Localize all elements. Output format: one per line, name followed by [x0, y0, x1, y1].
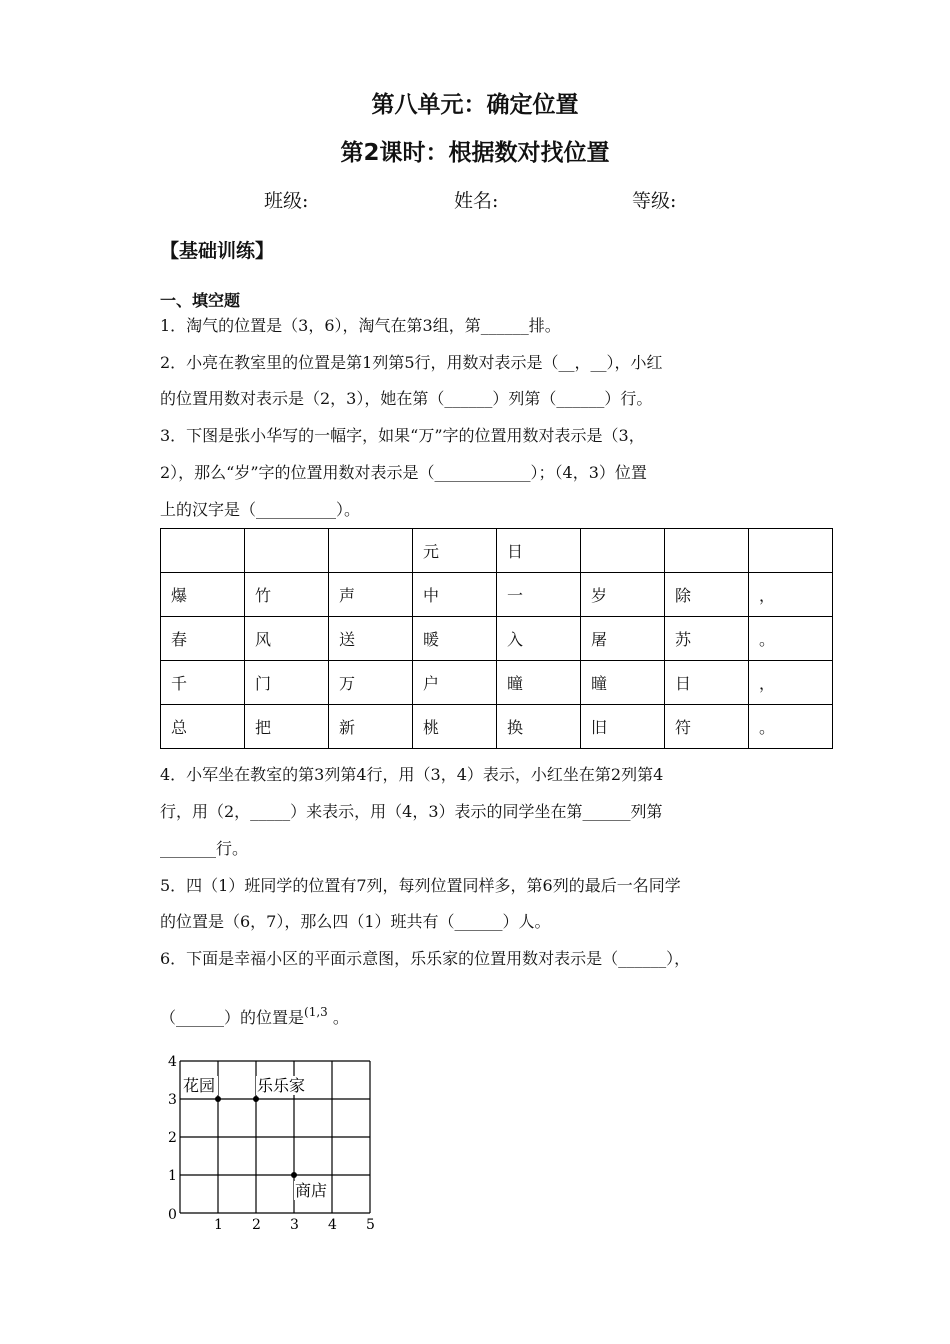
- place-point: [291, 1172, 297, 1178]
- table-cell: [245, 529, 329, 573]
- table-cell: 元: [413, 529, 497, 573]
- grade-label: 等级:: [632, 190, 677, 212]
- name-label: 姓名:: [454, 190, 499, 212]
- question-3-line-1: 3．下图是张小华写的一幅字，如果“万”字的位置用数对表示是（3，: [160, 426, 645, 445]
- poem-table: [160, 528, 833, 749]
- x-tick-label: 0: [168, 1207, 177, 1223]
- question-6-prefix: （______）的位置是: [160, 1008, 305, 1027]
- table-cell: 旧: [581, 705, 665, 749]
- table-cell: 新: [329, 705, 413, 749]
- question-6-suffix: 。: [332, 1008, 349, 1027]
- table-cell: 声: [329, 573, 413, 617]
- section-title: 【基础训练】: [160, 240, 275, 262]
- question-4-line-3: _______行。: [160, 839, 249, 858]
- page-title: 第八单元：确定位置: [371, 92, 579, 118]
- question-5-line-1: 5．四（1）班同学的位置有7列，每列位置同样多，第6列的最后一名同学: [160, 876, 681, 895]
- question-5-line-2: 的位置是（6，7），那么四（1）班共有（______）人。: [160, 912, 551, 931]
- table-cell: 爆: [161, 573, 245, 617]
- table-cell: 曈: [497, 661, 581, 705]
- y-tick-label: 4: [168, 1054, 177, 1070]
- table-cell: 竹: [245, 573, 329, 617]
- table-cell: 万: [329, 661, 413, 705]
- table-cell: 千: [161, 661, 245, 705]
- table-cell: 屠: [581, 617, 665, 661]
- table-cell: [581, 529, 665, 573]
- table-cell: [749, 529, 833, 573]
- place-label: 花园: [183, 1076, 216, 1095]
- table-cell: 日: [665, 661, 749, 705]
- table-cell: [329, 529, 413, 573]
- question-3-line-3: 上的汉字是（__________）。: [160, 500, 361, 519]
- table-cell: 除: [665, 573, 749, 617]
- table-row: [161, 617, 833, 661]
- table-cell: ，: [749, 661, 833, 705]
- table-cell: 苏: [665, 617, 749, 661]
- table-cell: [665, 529, 749, 573]
- table-cell: 中: [413, 573, 497, 617]
- question-6-line-2: [160, 1005, 349, 1028]
- table-cell: 日: [497, 529, 581, 573]
- question-2-line-2: 的位置用数对表示是（2，3），她在第（______）列第（______）行。: [160, 389, 653, 408]
- x-tick-label: 4: [328, 1217, 337, 1233]
- table-cell: 暖: [413, 617, 497, 661]
- table-cell: 总: [161, 705, 245, 749]
- community-map: [150, 1050, 390, 1235]
- table-row: [161, 573, 833, 617]
- table-cell: 岁: [581, 573, 665, 617]
- x-tick-label: 5: [366, 1217, 375, 1233]
- question-1: 1．淘气的位置是（3，6），淘气在第3组，第______排。: [160, 316, 561, 335]
- table-cell: 送: [329, 617, 413, 661]
- table-cell: 。: [749, 705, 833, 749]
- table-cell: 。: [749, 617, 833, 661]
- table-cell: [161, 529, 245, 573]
- table-cell: 一: [497, 573, 581, 617]
- question-4-line-2: 行，用（2，_____）来表示，用（4，3）表示的同学坐在第______列第: [160, 802, 663, 821]
- table-cell: 符: [665, 705, 749, 749]
- place-point: [215, 1096, 221, 1102]
- y-tick-label: 2: [168, 1130, 177, 1146]
- question-type-heading: 一、填空题: [160, 291, 241, 310]
- table-cell: 风: [245, 617, 329, 661]
- y-tick-label: 1: [168, 1168, 177, 1184]
- question-6-line-1: 6．下面是幸福小区的平面示意图，乐乐家的位置用数对表示是（______），: [160, 949, 691, 968]
- table-cell: 换: [497, 705, 581, 749]
- question-4-line-1: 4．小军坐在教室的第3列第4行，用（3，4）表示，小红坐在第2列第4: [160, 765, 664, 784]
- y-tick-label: 3: [168, 1092, 177, 1108]
- table-row: [161, 661, 833, 705]
- table-cell: 户: [413, 661, 497, 705]
- page-subtitle: 第2课时：根据数对找位置: [340, 140, 610, 166]
- table-cell: 桃: [413, 705, 497, 749]
- x-tick-label: 3: [290, 1217, 299, 1233]
- table-row: [161, 705, 833, 749]
- table-cell: ，: [749, 573, 833, 617]
- table-cell: 把: [245, 705, 329, 749]
- coordinate-pair: (1,3: [304, 1005, 328, 1019]
- table-cell: 春: [161, 617, 245, 661]
- place-point: [253, 1096, 259, 1102]
- table-cell: 曈: [581, 661, 665, 705]
- x-tick-label: 2: [252, 1217, 261, 1233]
- table-cell: 门: [245, 661, 329, 705]
- class-label: 班级:: [264, 190, 309, 212]
- table-cell: 入: [497, 617, 581, 661]
- place-label: 商店: [295, 1181, 328, 1200]
- place-label: 乐乐家: [257, 1076, 306, 1095]
- question-3-line-2: 2），那么“岁”字的位置用数对表示是（____________）；（4，3）位置: [160, 463, 647, 482]
- table-row: [161, 529, 833, 573]
- question-2-line-1: 2．小亮在教室里的位置是第1列第5行，用数对表示是（__，__），小红: [160, 353, 663, 372]
- x-tick-label: 1: [214, 1217, 223, 1233]
